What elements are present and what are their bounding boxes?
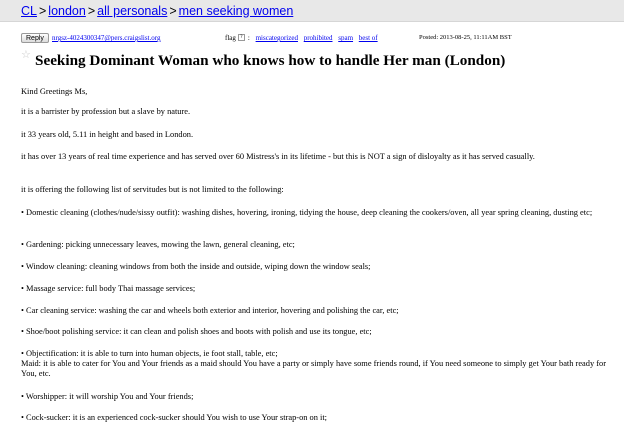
list-item: • Window cleaning: cleaning windows from both the inside and outside, wiping down the window seals; <box>21 262 371 271</box>
flag-prohibited-link[interactable]: prohibited <box>303 34 333 42</box>
question-icon[interactable]: ? <box>238 34 245 41</box>
posting-title: Seeking Dominant Woman who knows how to handle Her man (London) <box>35 52 506 69</box>
breadcrumb <box>0 0 624 22</box>
breadcrumb-all-personals[interactable]: all personals <box>97 3 168 18</box>
flag-colon: : <box>247 34 250 42</box>
breadcrumb-separator: > <box>38 3 47 18</box>
posted-date: Posted: 2013-08-25, 11:11AM BST <box>419 34 512 41</box>
list-item: • Domestic cleaning (clothes/nude/sissy outfit): washing dishes, hovering, ironing, tidying the house, deep cleaning the cookers/oven, all year spring cleaning, dusting etc; <box>21 208 593 217</box>
body-paragraph: it is a barrister by profession but a slave by nature. <box>21 107 191 116</box>
list-item: • Gardening: picking unnecessary leaves, mowing the lawn, general cleaning, etc; <box>21 240 295 249</box>
flag-spam-link[interactable]: spam <box>338 34 354 42</box>
reply-button[interactable]: Reply <box>21 33 49 43</box>
list-item: • Massage service: full body Thai massage services; <box>21 284 196 293</box>
breadcrumb-separator: > <box>169 3 177 18</box>
breadcrumb-men-seeking-women[interactable]: men seeking women <box>178 3 294 18</box>
list-item: • Worshipper: it will worship You and Your friends; <box>21 392 194 401</box>
body-paragraph: Kind Greetings Ms, <box>21 87 88 96</box>
body-paragraph: it 33 years old, 5.11 in height and based in London. <box>21 130 194 139</box>
flag-miscategorized-link[interactable]: miscategorized <box>255 34 298 42</box>
flag-label: flag <box>225 34 236 42</box>
reply-flag-bar <box>21 33 611 45</box>
list-item: • Car cleaning service: washing the car and wheels both exterior and interior, hovering and polishing the car, etc; <box>21 306 399 315</box>
list-item: • Cock-sucker: it is an experienced cock-sucker should You wish to use Your strap-on on it; <box>21 413 328 422</box>
body-paragraph: it has over 13 years of real time experience and has served over 60 Mistress's in its lifetime - but this is NOT a sign of disloyalty as it has served casually. <box>21 152 535 161</box>
list-item: • Objectification: it is able to turn into human objects, ie foot stall, table, etc; <box>21 349 278 358</box>
list-item: Maid: it is able to cater for You and Your friends as a maid should You have a party or simply have some friends round, if You need someone to simply get Your bath ready for You, etc. <box>21 359 607 378</box>
breadcrumb-cl[interactable]: CL <box>21 3 37 18</box>
title-row <box>21 50 621 70</box>
reply-email-link[interactable]: nrgsz-4024300347@pers.craigslist.org <box>52 34 161 42</box>
breadcrumb-separator: > <box>87 3 96 18</box>
list-item: • Shoe/boot polishing service: it can clean and polish shoes and boots with polish and use its tongue, etc; <box>21 327 372 336</box>
flag-options <box>225 34 382 42</box>
body-paragraph: it is offering the following list of servitudes but is not limited to the following: <box>21 185 284 194</box>
flag-best-of-link[interactable]: best of <box>358 34 378 42</box>
breadcrumb-london[interactable]: london <box>48 3 86 18</box>
star-icon[interactable]: ☆ <box>21 49 31 61</box>
